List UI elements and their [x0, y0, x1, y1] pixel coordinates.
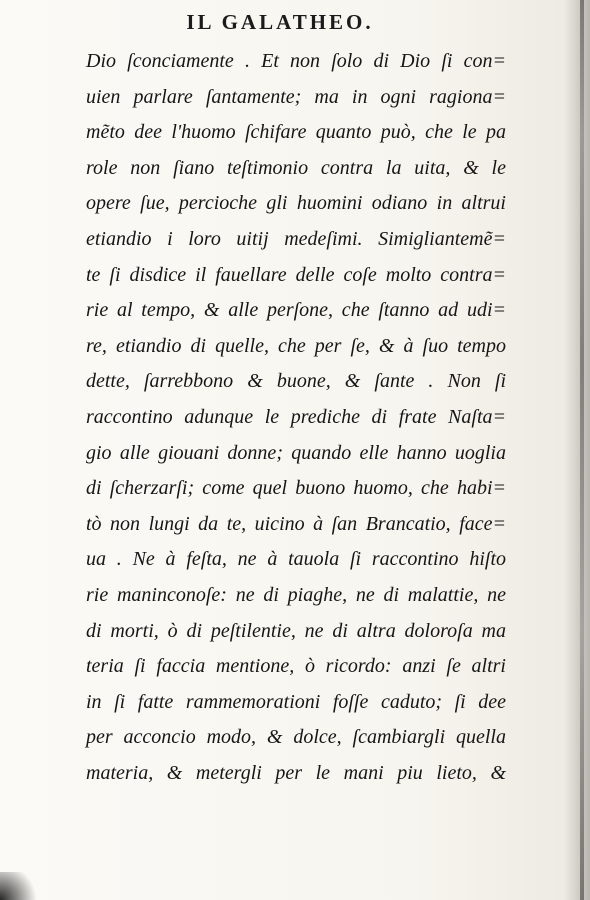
text-line-19: in ſi fatte rammemorationi foſſe caduto; ſi dee: [86, 690, 506, 713]
page-edge: [580, 0, 584, 900]
gutter-shadow: [564, 0, 590, 900]
text-line-18: teria ſi faccia mentione, ò ricordo: anzi ſe altri: [86, 655, 506, 678]
text-line-2: uien parlare ſantamente; ma in ogni ragiona=: [86, 85, 506, 108]
text-line-21: materia, & metergli per le mani piu lieto, &: [86, 761, 506, 784]
text-line-4: role non ſiano teſtimonio contra la uita, & le: [86, 156, 506, 179]
text-line-16: rie maninconoſe: ne di piaghe, ne di malattie, ne: [86, 583, 506, 606]
text-line-14: tò non lungi da te, uicino à ſan Brancatio, face=: [86, 512, 506, 535]
corner-smudge: [0, 872, 40, 900]
text-line-12: gio alle giouani donne; quando elle hanno uoglia: [86, 441, 506, 464]
text-line-9: re, etiandio di quelle, che per ſe, & à ſuo tempo: [86, 334, 506, 357]
text-line-13: di ſcherzarſi; come quel buono huomo, che habi=: [86, 477, 506, 500]
text-line-20: per acconcio modo, & dolce, ſcambiargli quella: [86, 726, 506, 749]
text-line-17: di morti, ò di peſtilentie, ne di altra doloroſa ma: [86, 619, 506, 642]
text-line-6: etiandio i loro uitij medeſimi. Simigliantemẽ=: [86, 227, 506, 250]
text-line-11: raccontino adunque le prediche di frate Naſta=: [86, 405, 506, 428]
running-head: IL GALATHEO.: [186, 10, 374, 34]
text-line-1: Dio ſconciamente . Et non ſolo di Dio ſi con=: [86, 50, 506, 72]
body-text: [86, 44, 506, 791]
text-line-5: opere ſue, percioche gli huomini odiano in altrui: [86, 192, 506, 215]
text-line-8: rie al tempo, & alle perſone, che ſtanno ad udi=: [86, 299, 506, 322]
text-line-3: mẽto dee l'huomo ſchifare quanto può, che le pa: [86, 121, 506, 144]
text-line-10: dette, ſarrebbono & buone, & ſante . Non ſi: [86, 370, 506, 393]
text-line-7: te ſi disdice il fauellare delle coſe molto contra=: [86, 263, 506, 286]
text-line-15: ua . Ne à feſta, ne à tauola ſi raccontino hiſto: [86, 548, 506, 571]
